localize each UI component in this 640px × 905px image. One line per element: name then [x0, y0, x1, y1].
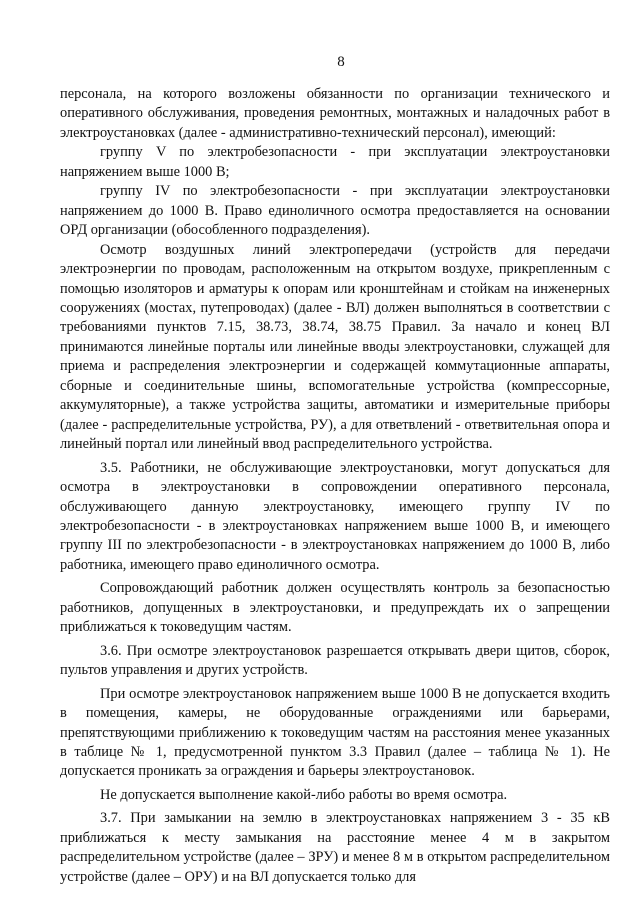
paragraph-3-6: 3.6. При осмотре электроустановок разрешается открывать двери щитов, сборок, пультов управления и других устройств. [60, 642, 610, 679]
paragraph-above-1000v: При осмотре электроустановок напряжением выше 1000 В не допускается входить в помещения, камеры, не оборудованные ограждениями или барьерами, препятствующими приближению к токоведущим частям на расстояния менее указанных в таблице № 1, предусмотренной пунктом 3.3 Правил (далее – таблица № 1). Не допускается проникать за ограждения и барьеры электроустановок. [60, 685, 610, 780]
paragraph-group-v: группу V по электробезопасности - при эксплуатации электроустановки напряжением выше 1000 В; [60, 144, 610, 180]
paragraph-escort: Сопровождающий работник должен осуществлять контроль за безопасностью работников, допущенных в электроустановки, и предупреждать их о запрещении приближаться к токоведущим частям. [60, 580, 610, 636]
paragraph-overhead-lines: Осмотр воздушных линий электропередачи (устройств для передачи электроэнергии по проводам, расположенным на открытом воздухе, прикрепленным с помощью изоляторов и арматуры к опорам или кронштейнам и стойкам на инженерных сооружениях (мостах, путепроводах) (далее - ВЛ) должен выполняться в соответствии с требованиями пунктов 7.15, 38.73, 38.74, 38.75 Правил. За начало и конец ВЛ принимаются линейные порталы или линейные вводы электроустановки, служащей для приема и распределения электроэнергии и содержащей коммутационные аппараты, сборные и соединительные шины, вспомогательные устройства (компрессорные, аккумуляторные), а также устройства защиты, автоматики и измерительные приборы (далее - распределительные устройства, РУ), а для ответвлений - ответвительная опора и линейный портал или линейный ввод распределительного устройства. [60, 241, 610, 453]
paragraph-group-iv: группу IV по электробезопасности - при эксплуатации электроустановки напряжением до 1000 В. Право единоличного осмотра предоставляется на основании ОРД организации (обособленного подразделения). [60, 183, 610, 239]
paragraph-personnel: персонала, на которого возложены обязанности по организации технического и оперативного обслуживания, проведения ремонтных, монтажных и наладочных работ в электроустановках (далее - административно-технический персонал), имеющий: [60, 86, 610, 141]
paragraph-3-7: 3.7. При замыкании на землю в электроустановках напряжением 3 - 35 кВ приближаться к месту замыкания на расстояние менее 4 м в закрытом распределительном устройстве (далее – ЗРУ) и менее 8 м в открытом распределительном устройстве (далее – ОРУ) и на ВЛ допускается только для [60, 810, 610, 885]
page-number: 8 [337, 54, 345, 70]
paragraph-3-5: 3.5. Работники, не обслуживающие электроустановки, могут допускаться для осмотра в электроустановки в сопровождении оперативного персонала, обслуживающего данную электроустановку, имеющего группу IV по электробезопасности - в электроустановках напряжением выше 1000 В, и имеющего группу III по электробезопасности - в электроустановках напряжением до 1000 В, либо работника, имеющего право единоличного осмотра. [60, 459, 610, 573]
paragraph-no-work: Не допускается выполнение какой-либо работы во время осмотра. [100, 786, 508, 803]
